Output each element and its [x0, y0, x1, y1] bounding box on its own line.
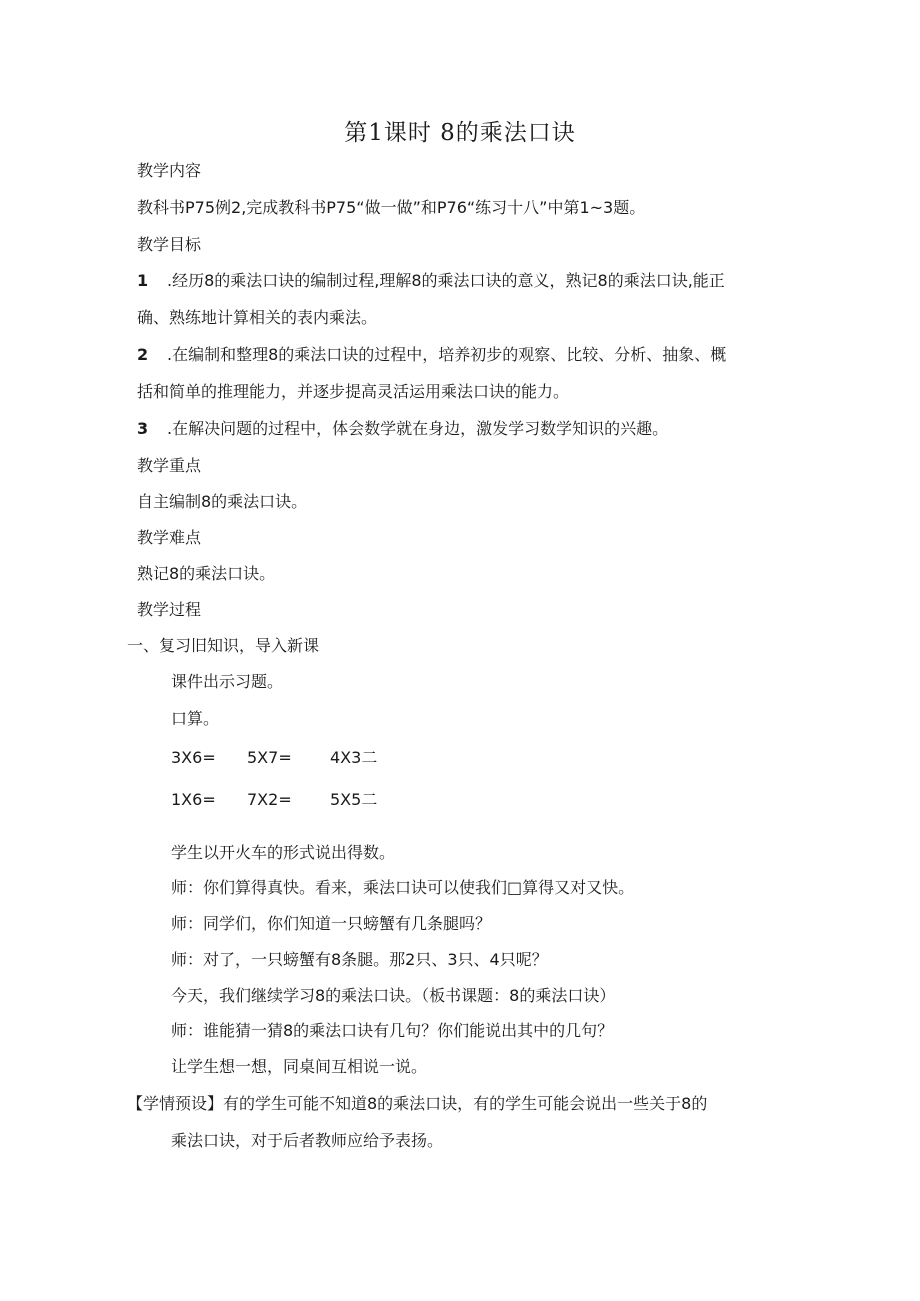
oral-line: 口算。 — [171, 709, 220, 728]
page-title: 第1课时 8的乘法口诀 — [344, 120, 576, 146]
text-line: 师：同学们，你们知道一只螃蟹有几条腿吗？ — [171, 914, 492, 933]
calc-item: 3X6= — [171, 748, 216, 767]
calc-item: 5X7= — [247, 748, 292, 767]
goal-text: .经历8的乘法口诀的编制过程,理解8的乘法口诀的意义，熟记8的乘法口诀,能正 — [167, 271, 725, 290]
goal-number: 2 — [137, 345, 149, 364]
content-heading: 教学内容 — [137, 161, 202, 180]
courseware-line: 课件出示习题。 — [171, 672, 284, 691]
key-heading: 教学重点 — [137, 456, 202, 475]
text-line: 今天，我们继续学习8的乘法口诀。（板书课题：8的乘法口诀） — [171, 986, 616, 1005]
difficulty-heading: 教学难点 — [137, 528, 202, 547]
goal-1-cont: 确、熟练地计算相关的表内乘法。 — [137, 308, 378, 327]
goals-heading: 教学目标 — [137, 235, 202, 254]
text-line: 师：对了，一只螃蟹有8条腿。那2只、3只、4只呢？ — [171, 950, 548, 969]
goal-text: .在解决问题的过程中，体会数学就在身边，激发学习数学知识的兴趣。 — [167, 419, 669, 438]
process-heading: 教学过程 — [137, 600, 202, 619]
goal-1 — [137, 270, 725, 292]
text-line: 师：谁能猜一猜8的乘法口诀有几句？你们能说出其中的几句？ — [171, 1021, 614, 1040]
goal-text: .在编制和整理8的乘法口诀的过程中，培养初步的观察、比较、分析、抽象、概 — [167, 345, 727, 364]
goal-number: 1 — [137, 271, 149, 290]
calc-item: 4X3二 — [330, 748, 378, 767]
text-line: 学生以开火车的形式说出得数。 — [171, 843, 396, 862]
preset-line-1: 【学情预设】有的学生可能不知道8的乘法口诀，有的学生可能会说出一些关于8的 — [127, 1094, 708, 1113]
key-text: 自主编制8的乘法口诀。 — [137, 492, 308, 511]
preset-line-2: 乘法口诀，对于后者教师应给予表扬。 — [171, 1131, 444, 1150]
text-line: 师：你们算得真快。看来，乘法口诀可以使我们□算得又对又快。 — [171, 878, 635, 897]
difficulty-text: 熟记8的乘法口诀。 — [137, 564, 276, 583]
calc-item: 1X6= — [171, 790, 216, 809]
calc-item: 5X5二 — [330, 790, 378, 809]
goal-number: 3 — [137, 419, 149, 438]
goal-3 — [137, 418, 668, 440]
content-text: 教科书P75例2,完成教科书P75“做一做”和P76“练习十八”中第1~3题。 — [137, 198, 646, 217]
goal-2-cont: 括和简单的推理能力，并逐步提高灵活运用乘法口诀的能力。 — [137, 382, 570, 401]
section-1-heading: 一、复习旧知识，导入新课 — [127, 636, 320, 655]
calc-item: 7X2= — [247, 790, 292, 809]
text-line: 让学生想一想，同桌间互相说一说。 — [171, 1057, 428, 1076]
goal-2 — [137, 344, 726, 366]
